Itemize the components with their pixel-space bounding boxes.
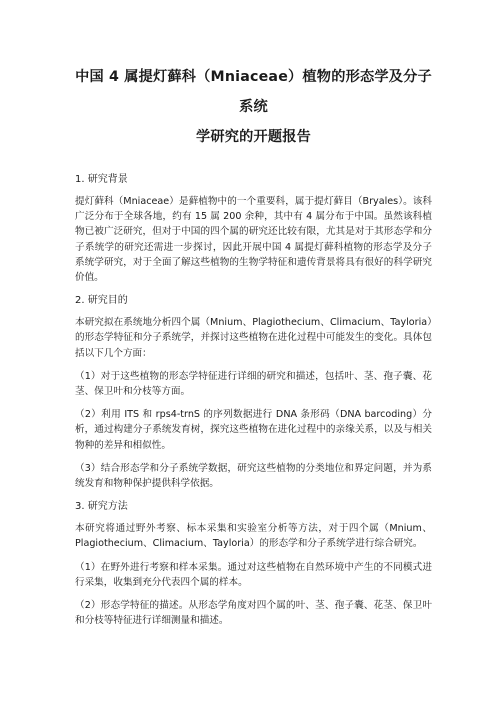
paragraph: （2）形态学特征的描述。从形态学角度对四个属的叶、茎、孢子囊、花茎、保卫叶和分枝等特征进行详细测量和描述。 [75,600,432,627]
paragraph: 本研究拟在系统地分析四个属（Mnium、Plagiothecium、Climacium、Tayloria）的形态学特征和分子系统学，并探讨这些植物在进化过程中可能发生的变化。具体包括以下几个方面： [75,317,432,359]
paragraph: 提灯藓科（Mniaceae）是藓植物中的一个重要科，属于提灯藓目（Bryales）。该科广泛分布于全球各地，约有 15 属 200 余种，其中有 4 属分布于中国。虽然该科植物已被广泛研究，但对于中国的四个属的研究还比较有限，尤其是对于其形态学和分子系统学的研究还需进一步探讨，因此开展中国 4 属提灯藓科植物的形态学及分子系统学研究，对于全面了解这些植物的生物学特征和遗传背景将具有很好的科学研究价值。 [75,196,432,284]
title-line-1: 中国 4 属提灯藓科（Mniaceae）植物的形态学及分子系统 [75,69,432,115]
paragraph: （1）在野外进行考察和样本采集。通过对这些植物在自然环境中产生的不同模式进行采集，收集到充分代表四个属的样本。 [75,561,432,588]
section-heading: 2. 研究目的 [75,295,128,307]
section-methods [75,499,432,628]
section-heading: 1. 研究背景 [75,174,128,185]
paragraph: 本研究将通过野外考察、标本采集和实验室分析等方法，对于四个属（Mnium、Plagiothecium、Climacium、Tayloria）的形态学和分子系统学进行综合研究。 [75,523,432,550]
title-line-2: 学研究的开题报告 [195,129,312,145]
section-background [75,172,432,285]
paragraph: （3）结合形态学和分子系统学数据，研究这些植物的分类地位和界定问题，并为系统发育和物种保护提供科学依据。 [75,462,432,490]
section-heading: 3. 研究方法 [75,501,128,513]
section-objectives [75,293,432,491]
document-title [75,62,432,152]
paragraph: （1）对于这些植物的形态学特征进行详细的研究和描述，包括叶、茎、孢子囊、花茎、保卫叶和分枝等方面。 [75,370,432,398]
paragraph: （2）利用 ITS 和 rps4-trnS 的序列数据进行 DNA 条形码（DNA barcoding）分析，通过构建分子系统发育树，探究这些植物在进化过程中的亲缘关系，以及与相关物种的差异和相似性。 [75,409,432,451]
